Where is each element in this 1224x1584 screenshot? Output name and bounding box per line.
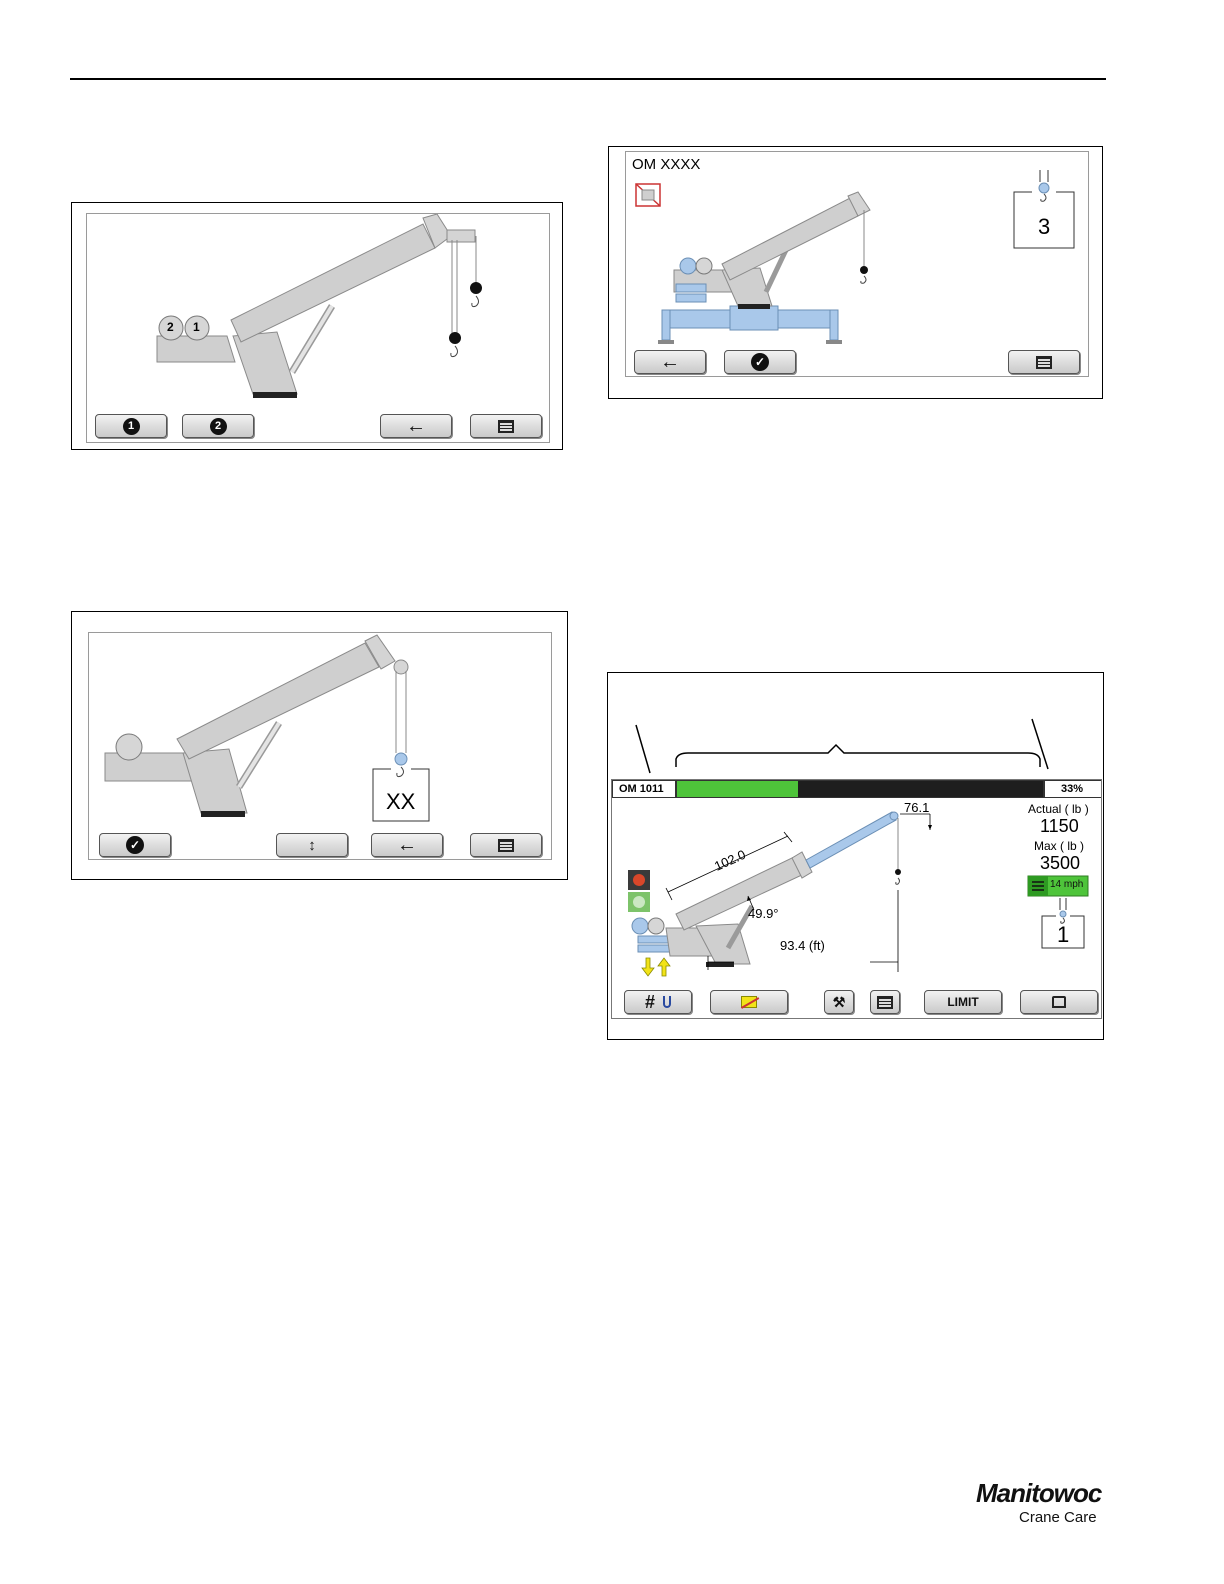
menu-icon <box>498 839 514 852</box>
figure-4 <box>607 672 1104 1040</box>
check-icon: ✓ <box>751 353 769 371</box>
logo-sub: Crane Care <box>1019 1509 1097 1526</box>
limit-button[interactable] <box>924 990 1002 1014</box>
callout-lines <box>608 673 1105 783</box>
screen-2 <box>625 151 1089 377</box>
radius-label: 93.4 (ft) <box>780 938 825 953</box>
number-two-icon: 2 <box>210 418 227 435</box>
crane-drawing-2 <box>626 152 1089 377</box>
counterweight-1-button[interactable] <box>95 414 167 438</box>
arrow-left-icon: ← <box>397 834 417 856</box>
menu-icon <box>498 420 514 433</box>
crane-drawing-3 <box>89 633 552 860</box>
tools-button[interactable] <box>824 990 854 1014</box>
no-outrigger-icon <box>636 184 660 206</box>
scale-icon <box>1052 996 1066 1008</box>
hook-count-button[interactable] <box>624 990 692 1014</box>
counterweight-label-1: 1 <box>193 320 200 334</box>
counterweight-label-2: 2 <box>167 320 174 334</box>
adjust-button[interactable] <box>276 833 348 857</box>
alarm-mute-icon <box>741 996 757 1008</box>
counterweight-2-button[interactable] <box>182 414 254 438</box>
hook-number: 3 <box>1038 214 1051 239</box>
arrow-left-icon: ← <box>660 351 680 373</box>
screen-1 <box>86 213 550 443</box>
percent-label: 33% <box>1061 783 1084 795</box>
hash-label: # <box>644 991 655 1012</box>
hook-number: 1 <box>1057 922 1070 947</box>
menu-icon <box>877 996 893 1009</box>
menu-icon <box>1036 356 1052 369</box>
limit-label: LIMIT <box>947 995 979 1009</box>
figure-2 <box>608 146 1103 399</box>
load-label: XX <box>386 789 416 814</box>
om-title: OM XXXX <box>632 156 701 173</box>
counterweight <box>116 734 142 760</box>
menu-button[interactable] <box>470 414 542 438</box>
boom-length-label: 102.0 <box>712 846 748 874</box>
up-arrow-icon <box>658 958 670 976</box>
confirm-button[interactable] <box>99 833 171 857</box>
tip-height-label: 76.1 <box>904 800 930 815</box>
figure-3 <box>71 611 568 880</box>
check-icon: ✓ <box>126 836 144 854</box>
alarm-mute-button[interactable] <box>710 990 788 1014</box>
logo-brand: Manitowoc <box>976 1478 1102 1508</box>
back-button[interactable] <box>371 833 443 857</box>
confirm-button[interactable] <box>724 350 796 374</box>
figure-1 <box>71 202 563 450</box>
actual-label: Actual ( lb ) <box>1028 802 1089 816</box>
back-button[interactable] <box>380 414 452 438</box>
screen-4 <box>611 779 1102 1019</box>
menu-button[interactable] <box>1008 350 1080 374</box>
crane-drawing-1 <box>87 214 550 443</box>
menu-button[interactable] <box>470 833 542 857</box>
number-one-icon: 1 <box>123 418 140 435</box>
screen-3 <box>88 632 552 860</box>
arrow-left-icon: ← <box>406 415 426 437</box>
max-value: 3500 <box>1040 853 1081 873</box>
down-arrow-icon <box>642 958 654 976</box>
max-label: Max ( lb ) <box>1034 839 1085 853</box>
hook-icon <box>663 996 671 1008</box>
up-down-arrows-icon: ↕ <box>308 836 316 854</box>
manitowoc-logo <box>976 1478 1106 1528</box>
back-button[interactable] <box>634 350 706 374</box>
actual-value: 1150 <box>1040 816 1079 836</box>
top-rule <box>70 78 1106 80</box>
scale-button[interactable] <box>1020 990 1098 1014</box>
wind-speed-label: 14 mph <box>1050 879 1084 890</box>
wrench-icon: ⚒ <box>832 993 846 1010</box>
menu-button[interactable] <box>870 990 900 1014</box>
boom-angle-label: 49.9° <box>748 906 779 921</box>
om-label: OM 1011 <box>619 783 664 795</box>
